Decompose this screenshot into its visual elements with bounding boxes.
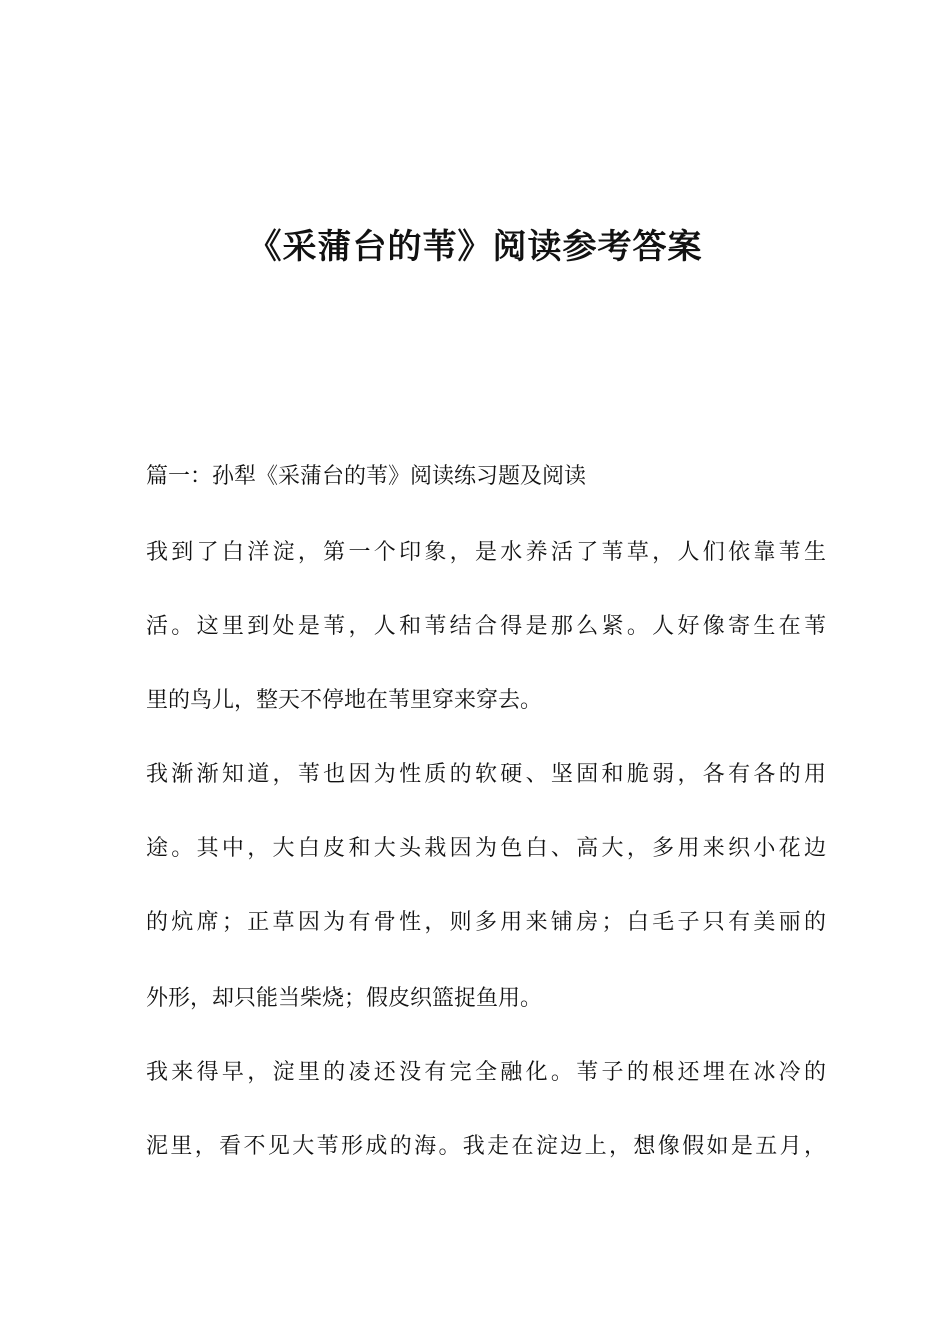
text-line: 我到了白洋淀，第一个印象，是水养活了苇草，人们依靠苇生 (146, 540, 826, 565)
text-line: 外形，却只能当柴烧；假皮织篮捉鱼用。 (146, 986, 543, 1011)
text-line: 的炕席；正草因为有骨性，则多用来铺房；白毛子只有美丽的 (146, 910, 826, 935)
text-line: 途。其中，大白皮和大头栽因为色白、高大，多用来织小花边 (146, 836, 826, 861)
text-line: 里的鸟儿，整天不停地在苇里穿来穿去。 (146, 688, 543, 713)
section-heading: 篇一：孙犁《采蒲台的苇》阅读练习题及阅读 (146, 464, 587, 489)
text-line: 我渐渐知道，苇也因为性质的软硬、坚固和脆弱，各有各的用 (146, 762, 826, 787)
text-line: 泥里，看不见大苇形成的海。我走在淀边上，想像假如是五月， (146, 1134, 826, 1159)
document-title: 《采蒲台的苇》阅读参考答案 (247, 227, 703, 267)
text-line: 我来得早，淀里的凌还没有完全融化。苇子的根还埋在冰冷的 (146, 1060, 826, 1085)
text-line: 活。这里到处是苇，人和苇结合得是那么紧。人好像寄生在苇 (146, 614, 826, 639)
